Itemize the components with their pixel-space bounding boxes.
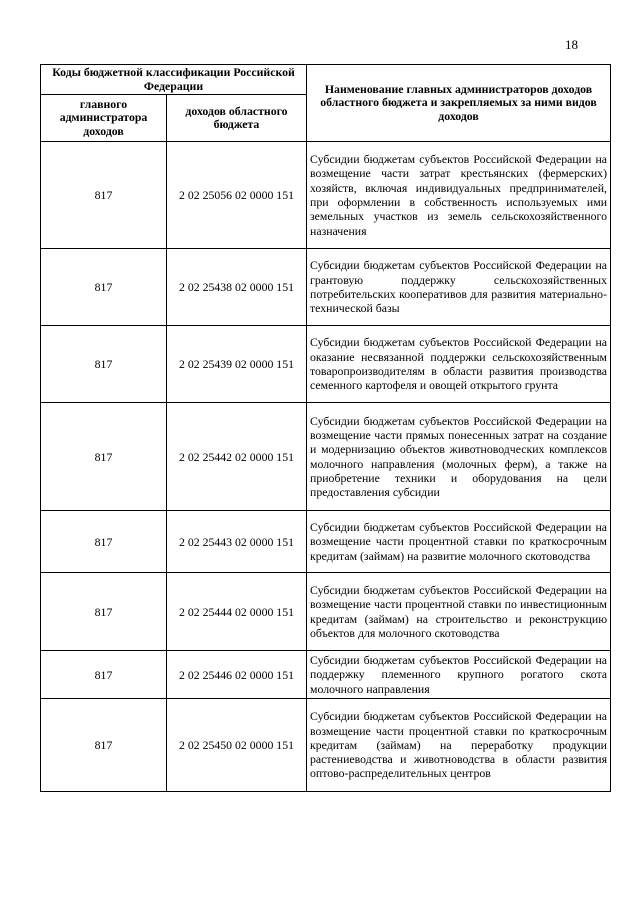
income-code-cell: 2 02 25443 02 0000 151 — [167, 511, 307, 573]
table-row — [41, 511, 611, 573]
income-name-cell: Субсидии бюджетам субъектов Российской Федерации на возмещение части процентной ставки по краткосрочным кредитам (займам) на развитие молочного скотоводства — [307, 511, 611, 573]
income-name-cell: Субсидии бюджетам субъектов Российской Федерации на возмещение части затрат крестьянских (фермерских) хозяйств, включая индивидуальных предпринимателей, при оформлении в собственность используемых ими земельных участков из земель сельскохозяйственного назначения — [307, 142, 611, 249]
income-code-cell: 2 02 25446 02 0000 151 — [167, 651, 307, 699]
admin-code-cell: 817 — [41, 249, 167, 326]
income-code-cell: 2 02 25442 02 0000 151 — [167, 403, 307, 511]
income-name-cell: Субсидии бюджетам субъектов Российской Федерации на возмещение части процентной ставки по инвестиционным кредитам (займам) на строительство и реконструкцию объектов для молочного скотоводства — [307, 573, 611, 651]
admin-code-cell: 817 — [41, 573, 167, 651]
header-regional-income: доходов областного бюджета — [167, 95, 307, 142]
page-number: 18 — [565, 37, 578, 52]
income-code-cell: 2 02 25439 02 0000 151 — [167, 326, 307, 403]
income-code-cell: 2 02 25450 02 0000 151 — [167, 699, 307, 792]
header-name-column: Наименование главных администраторов доходов областного бюджета и закрепляемых за ними видов доходов — [307, 65, 611, 142]
table-row — [41, 699, 611, 792]
income-code-cell: 2 02 25438 02 0000 151 — [167, 249, 307, 326]
table-row — [41, 142, 611, 249]
income-name-cell: Субсидии бюджетам субъектов Российской Федерации на возмещение части процентной ставки по краткосрочным кредитам (займам) на переработку продукции растениеводства и животноводства в области развития оптово-распределительных центров — [307, 699, 611, 792]
income-name-cell: Субсидии бюджетам субъектов Российской Федерации на грантовую поддержку сельскохозяйственных потребительских кооперативов для развития материально-технической базы — [307, 249, 611, 326]
income-name-cell: Субсидии бюджетам субъектов Российской Федерации на возмещение части прямых понесенных затрат на создание и модернизацию объектов животноводческих комплексов молочного направления (молочных ферм), а также на приобретение техники и оборудования на цели предоставления субсидии — [307, 403, 611, 511]
budget-classification-table — [40, 64, 611, 792]
table-row — [41, 573, 611, 651]
admin-code-cell: 817 — [41, 142, 167, 249]
income-name-cell: Субсидии бюджетам субъектов Российской Федерации на оказание несвязанной поддержки сельскохозяйственным товаропроизводителям в области развития производства семенного картофеля и овощей открытого грунта — [307, 326, 611, 403]
table-row — [41, 326, 611, 403]
admin-code-cell: 817 — [41, 651, 167, 699]
table-row — [41, 651, 611, 699]
header-main-admin: главного администратора доходов — [41, 95, 167, 142]
admin-code-cell: 817 — [41, 511, 167, 573]
admin-code-cell: 817 — [41, 699, 167, 792]
income-code-cell: 2 02 25056 02 0000 151 — [167, 142, 307, 249]
header-codes-group: Коды бюджетной классификации Российской Федерации — [41, 65, 307, 95]
table-row — [41, 403, 611, 511]
admin-code-cell: 817 — [41, 326, 167, 403]
income-code-cell: 2 02 25444 02 0000 151 — [167, 573, 307, 651]
table-row — [41, 249, 611, 326]
admin-code-cell: 817 — [41, 403, 167, 511]
income-name-cell: Субсидии бюджетам субъектов Российской Федерации на поддержку племенного крупного рогатого скота молочного направления — [307, 651, 611, 699]
